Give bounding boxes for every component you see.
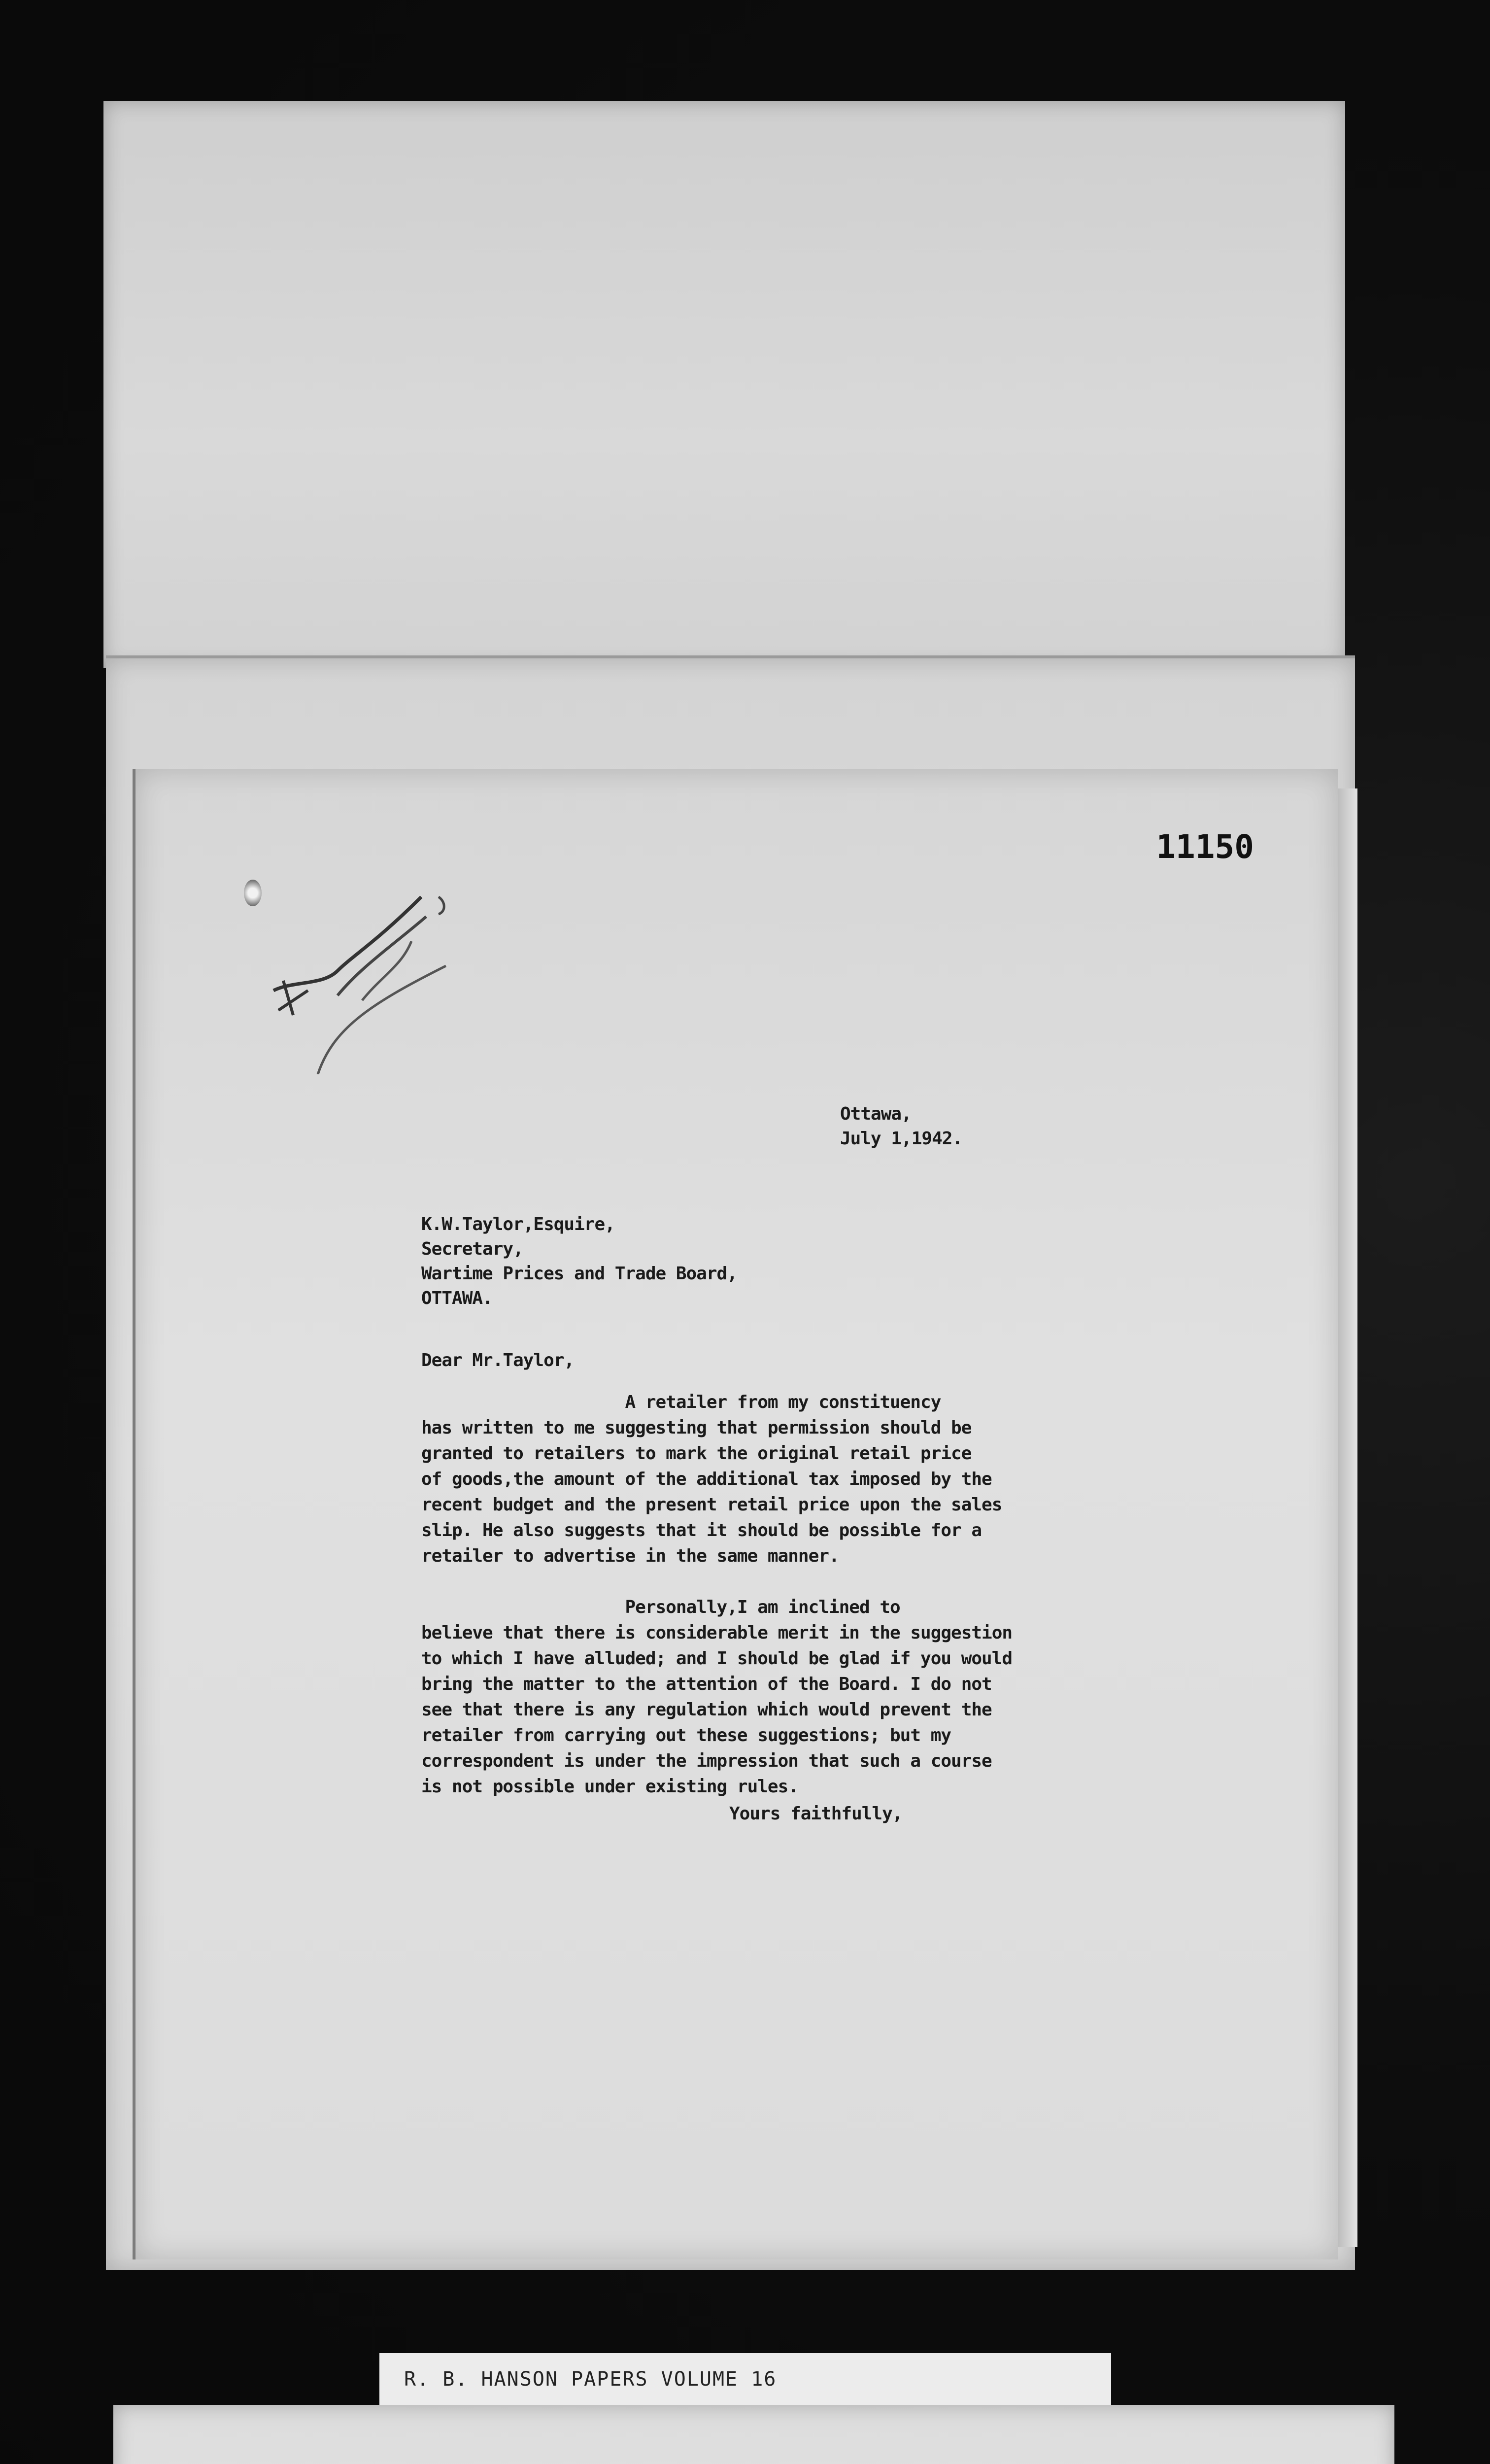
addressee-block: K.W.Taylor,Esquire, Secretary, Wartime Prices and Trade Board, OTTAWA. [421,1214,737,1308]
closing: Yours faithfully, [729,1804,903,1824]
collection-label [379,2353,1111,2405]
letter-body: A retailer from my constituency has written to me suggesting that permission should be granted to retailers to mark the original retail price of goods,the amount of the additional tax imposed by the recent budget and the present retail price upon the sales slip. He also suggests that it should be possible for a retailer to advertise in the same manner. Personally,I am inclined to believe that there is considerable merit in the suggestion to which I have alluded; and I should be glad if you would bring the matter to the attention of the Board. I do not see that there is any regulation which would prevent the retailer from carrying out these suggestions; but my correspondent is under the impression that such a course is not possible under existing rules. [421,1392,1013,1797]
letter-date: July 1,1942. [840,1129,963,1149]
pencil-annotation-mark [264,867,500,1074]
collection-label-text: R. B. HANSON PAPERS VOLUME 16 [404,2368,777,2391]
document-number: 11150 [1156,828,1254,866]
page-edge [1338,788,1357,2247]
salutation: Dear Mr.Taylor, [421,1350,575,1370]
archive-card [113,2405,1394,2464]
letter-place: Ottawa, [840,1104,912,1124]
letter-page [135,769,1338,2259]
punch-hole [244,880,262,906]
background-sheet [103,101,1345,668]
